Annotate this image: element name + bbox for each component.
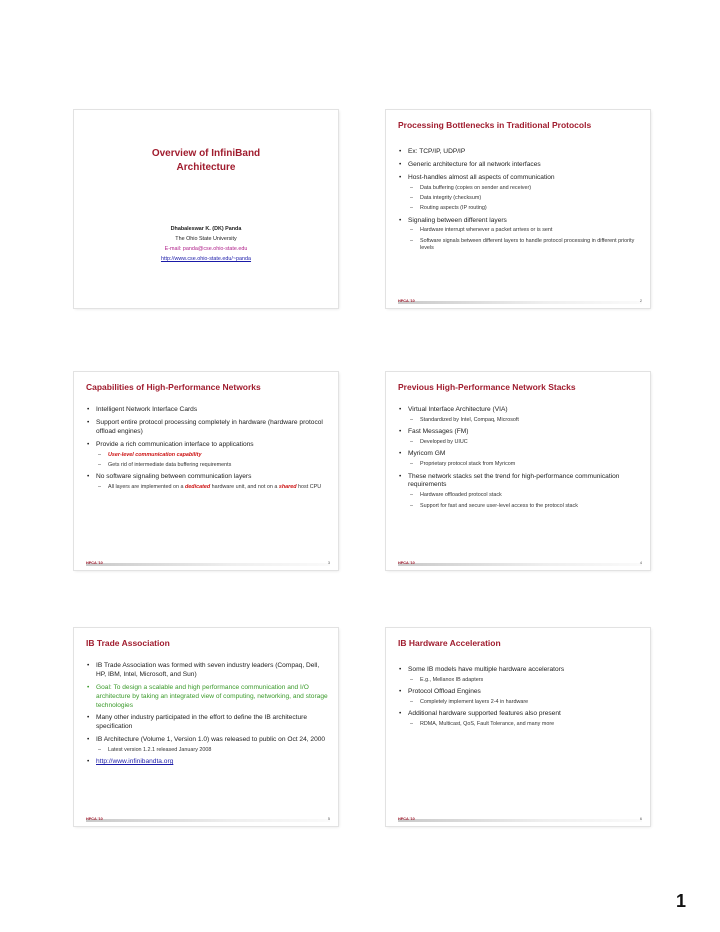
sub-bullet — [86, 484, 328, 491]
bullet: • Protocol Offload Engines — [398, 688, 640, 697]
footer-conference: HPCA '10 — [86, 817, 103, 821]
slide-footer — [386, 297, 650, 308]
slide-footer — [74, 559, 338, 570]
footer-conference: HPCA '10 — [86, 561, 103, 565]
footer-bar — [86, 563, 330, 566]
emphasis-text: dedicated — [185, 484, 211, 491]
sub-bullet: – Completely implement layers 2-4 in hardware — [398, 699, 640, 706]
bullet: • Virtual Interface Architecture (VIA) — [398, 406, 640, 415]
bullet: • Host-handles almost all aspects of communication — [398, 174, 640, 183]
sub-bullet: – Support for fast and secure user-level access to the protocol stack — [398, 503, 640, 510]
bullet: • Myricom GM — [398, 450, 640, 459]
bullet: • Fast Messages (FM) — [398, 428, 640, 437]
bullet: • Generic architecture for all network interfaces — [398, 161, 640, 170]
sub-bullet: – Gets rid of intermediate data buffering requirements — [86, 462, 328, 469]
slide-body — [86, 402, 328, 494]
bullet: • Additional hardware supported features also present — [398, 710, 640, 719]
footer-bar — [398, 819, 642, 822]
slide-number: 2 — [639, 299, 642, 303]
footer-conference: HPCA '10 — [398, 817, 415, 821]
affiliation: The Ohio State University — [175, 236, 237, 242]
bullet: • IB Trade Association was formed with seven industry leaders (Compaq, Dell, HP, IBM, Intel, Microsoft, and Sun) — [86, 662, 328, 680]
page-number: 1 — [675, 891, 686, 911]
slide-number: 5 — [327, 817, 330, 821]
sub-bullet: – Data integrity (checksum) — [398, 195, 640, 202]
footer-bar — [398, 563, 642, 566]
author-name: Dhabaleswar K. (DK) Panda — [170, 226, 242, 232]
sub-bullet: – Software signals between different layers to handle protocol processing in different priority levels — [398, 238, 640, 253]
slide-title: Processing Bottlenecks in Traditional Protocols — [398, 120, 592, 130]
slide-number: 6 — [639, 817, 642, 821]
sub-bullet: – E.g., Mellanox IB adapters — [398, 677, 640, 684]
bullet: • Ex: TCP/IP, UDP/IP — [398, 148, 640, 157]
sub-bullet: – Latest version 1.2.1 released January 2008 — [86, 747, 328, 754]
sub-bullet — [86, 452, 328, 459]
text-run: All layers are implemented on a — [108, 484, 186, 491]
bullet: • Support entire protocol processing completely in hardware (hardware protocol offload engines) — [86, 419, 328, 437]
title-line-2: Architecture — [176, 162, 236, 173]
slide-body — [398, 402, 640, 513]
slide-footer — [74, 815, 338, 826]
text-run: hardware unit, and not on a — [210, 484, 279, 491]
email: E-mail: panda@cse.ohio-state.edu — [164, 246, 248, 252]
slide-2 — [386, 110, 650, 308]
sub-bullet: – Hardware interrupt whenever a packet arrives or is sent — [398, 227, 640, 234]
slide-title — [74, 148, 338, 173]
homepage-link[interactable]: http://www.cse.ohio-state.edu/~panda — [160, 256, 252, 262]
sub-bullet: – Data buffering (copies on sender and receiver) — [398, 185, 640, 192]
footer-bar — [86, 819, 330, 822]
bullet: • Signaling between different layers — [398, 217, 640, 226]
bullet: • Goal: To design a scalable and high performance communication and I/O architecture by taking an integrated view of computing, networking, and storage technologies — [86, 684, 328, 711]
bullet: • Provide a rich communication interface to applications — [86, 441, 328, 450]
slide-footer — [386, 815, 650, 826]
footer-bar — [398, 301, 642, 304]
slide-title: IB Hardware Acceleration — [398, 638, 501, 648]
bullet: • Some IB models have multiple hardware accelerators — [398, 666, 640, 675]
slide-4 — [386, 372, 650, 570]
bullet — [86, 758, 328, 767]
emphasis-text: User-level communication capability — [108, 451, 202, 458]
slide-number: 3 — [327, 561, 330, 565]
bullet: • IB Architecture (Volume 1, Version 1.0) was released to public on Oct 24, 2000 — [86, 736, 328, 745]
slide-title: Capabilities of High-Performance Networks — [86, 382, 261, 392]
bullet: • These network stacks set the trend for high-performance communication requirements — [398, 473, 640, 491]
slide-title: Previous High-Performance Network Stacks — [398, 382, 576, 392]
slide-3 — [74, 372, 338, 570]
infinibandta-link[interactable]: http://www.infinibandta.org — [96, 758, 174, 766]
bullet: • No software signaling between communication layers — [86, 473, 328, 482]
emphasis-text: shared — [278, 484, 297, 491]
sub-bullet: – Standardized by Intel, Compaq, Microsoft — [398, 417, 640, 424]
sub-bullet: – Proprietary protocol stack from Myricom — [398, 461, 640, 468]
footer-conference: HPCA '10 — [398, 299, 415, 303]
slide-body — [398, 144, 640, 255]
slide-6 — [386, 628, 650, 826]
sub-bullet: – RDMA, Multicast, QoS, Fault Tolerance, and many more — [398, 721, 640, 728]
sub-bullet: – Routing aspects (IP routing) — [398, 205, 640, 212]
slide-number: 4 — [639, 561, 642, 565]
slide-title: IB Trade Association — [86, 638, 170, 648]
slide-body — [398, 662, 640, 732]
slide-footer — [386, 559, 650, 570]
bullet: • Many other industry participated in the effort to define the IB architecture specification — [86, 714, 328, 732]
slide-5 — [74, 628, 338, 826]
title-line-1: Overview of InfiniBand — [151, 148, 261, 159]
sub-bullet: – Developed by UIUC — [398, 439, 640, 446]
bullet: • Intelligent Network Interface Cards — [86, 406, 328, 415]
sub-bullet: – Hardware offloaded protocol stack — [398, 492, 640, 499]
slide-1 — [74, 110, 338, 308]
text-run: host CPU — [296, 484, 322, 491]
slide-body — [86, 658, 328, 769]
footer-conference: HPCA '10 — [398, 561, 415, 565]
